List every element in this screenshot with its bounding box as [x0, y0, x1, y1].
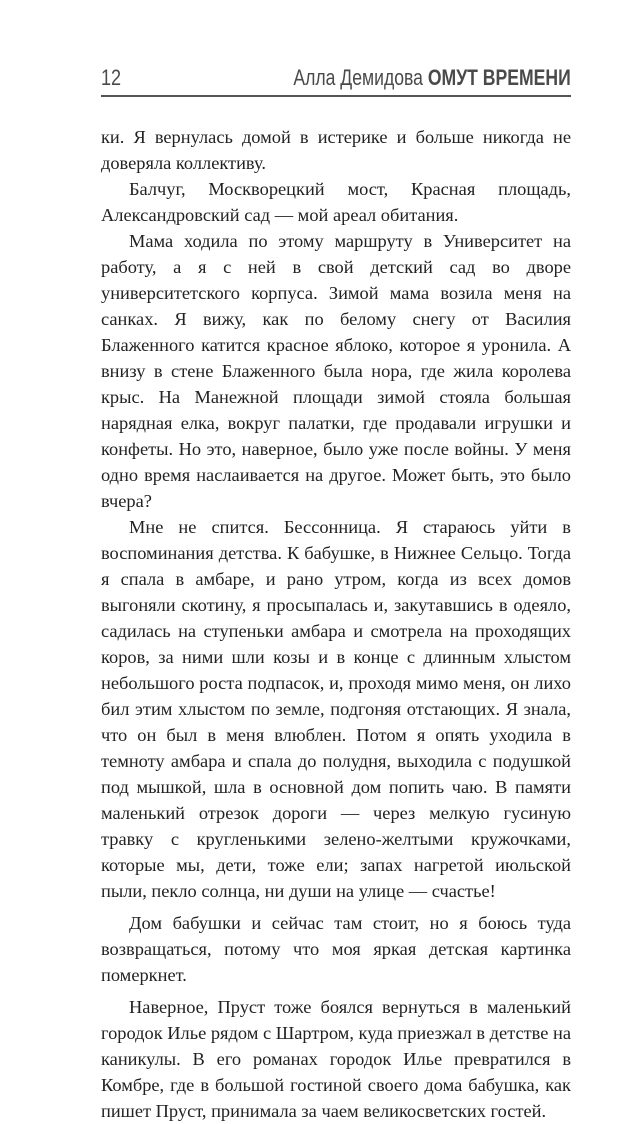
paragraph-4: Мне не спится. Бессонница. Я стараюсь уйти в воспоминания детства. К бабушке, в Нижнее Сельцо. Тогда я спала в амбаре, и рано утром, когда из всех домов выгоняли скотину, я просыпалась и, закутавшись в одеяло, садилась на ступеньки амбара и смотрела на проходящих коров, за ними шли козы и в конце с длинным хлыстом небольшого роста подпасок, и, проходя мимо меня, он лихо бил этим хлыстом по земле, подгоняя отстающих. Я знала, что он был в меня влюблен. Потом я опять уходила в темноту амбара и спала до полудня, выходила с подушкой под мышкой, шла в основной дом попить чаю. В памяти маленький отрезок дороги — через мелкую гусиную травку с кругленькими зелено-желтыми кружочками, которые мы, дети, тоже ели; запах нагретой июльской пыли, пекло солнца, ни души на улице — счастье!: [101, 517, 571, 901]
running-title: [294, 62, 571, 94]
paragraph-6: Наверное, Пруст тоже боялся вернуться в маленький городок Илье рядом с Шартром, куда приезжал в детстве на каникулы. В его романах городок Илье превратился в Комбре, где в большой гостиной своего дома бабушка, как пишет Пруст, принимала за чаем великосветских гостей.: [101, 997, 571, 1121]
paragraph-2: Балчуг, Москворецкий мост, Красная площадь, Александровский сад — мой ареал обитания.: [101, 179, 571, 225]
author-name: Алла Демидова: [293, 65, 424, 90]
page-number: 12: [101, 65, 122, 90]
paragraph-1: ки. Я вернулась домой в истерике и больше никогда не доверяла коллективу.: [101, 127, 571, 173]
header-rule: [101, 95, 571, 97]
paragraph-3: Мама ходила по этому маршруту в Университет на работу, а я с ней в свой детский сад во дворе университетского корпуса. Зимой мама возила меня на санках. Я вижу, как по белому снегу от Василия Блаженного катится красное яблоко, которое я уронила. А внизу в стене Блаженного была нора, где жила королева крыс. На Манежной площади зимой стояла большая нарядная елка, вокруг палатки, где продавали игрушки и конфеты. Но это, наверное, было уже после войны. У меня одно время наслаивается на другое. Может быть, это было вчера?: [101, 231, 571, 511]
book-title: ОМУТ ВРЕМЕНИ: [428, 65, 571, 90]
page-body: [101, 124, 571, 1124]
running-header: [101, 62, 571, 94]
paragraph-5: Дом бабушки и сейчас там стоит, но я боюсь туда возвращаться, потому что моя яркая детская картинка померкнет.: [101, 913, 571, 985]
